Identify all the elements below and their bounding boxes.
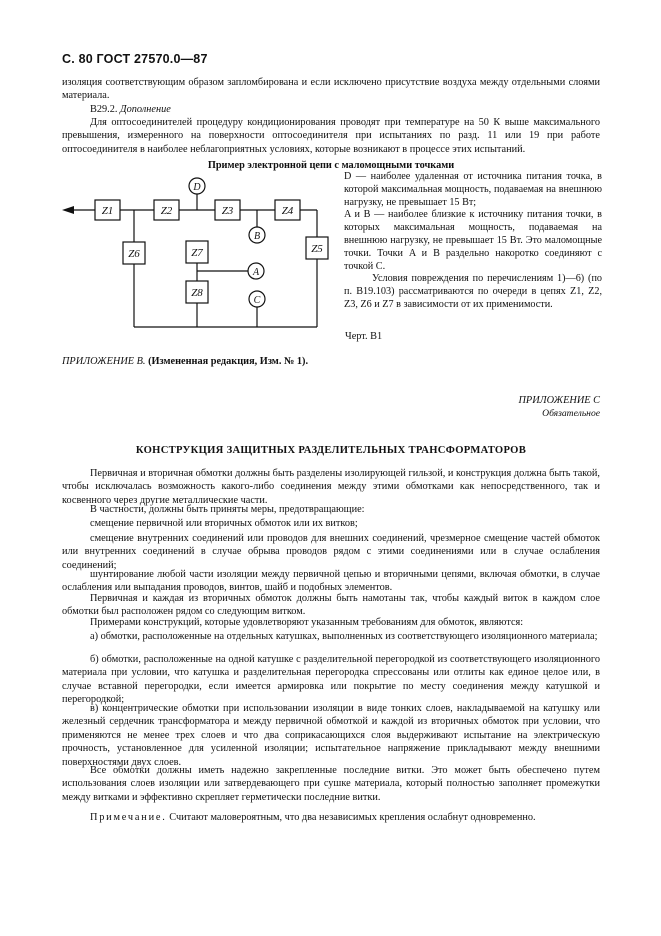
figure-legend <box>344 171 602 312</box>
appendix-b-reference <box>62 356 308 367</box>
note-text: Считают маловероятным, что два независимых крепления ослабнут одновременно. <box>169 812 536 823</box>
paragraph-4: смещение внутренних соединений или проводов для внешних соединений, чрезмерное смещение частей обмоток или внутренних соединений в случае обрыва проводов рядом с этими соединениями или в случае ослабления соединений; <box>62 533 600 571</box>
b29-2-heading <box>62 103 600 116</box>
paragraph-3: смещение первичной или вторичных обмоток или их витков; <box>90 518 358 529</box>
paragraph-8: а) обмотки, расположенные на отдельных катушках, выполненных из соответствующего изоляционного материала; <box>90 631 598 642</box>
legend-item-conditions: Условия повреждения по перечислениям 1)—6) (по п. В19.103) рассматриваются по очереди в цепях Z1, Z2, Z3, Z6 и Z7 в зависимости от их применимости. <box>344 273 602 310</box>
paragraph-9: б) обмотки, расположенные на одной катушке с разделительной перегородкой из соответствующего изоляционного материала при условии, что катушка и разделительная перегородка спрессованы или отлиты как единое целое или, в случае вставной перегородки, если имеется армировка или покрытие по месту соединения между катушкой и перегородкой; <box>62 654 600 706</box>
legend-item-d: D — наиболее удаленная от источника питания точка, в которой максимальная мощность, подаваемая на внешнюю нагрузку, не превышает 15 Вт; <box>344 171 602 208</box>
appendix-b-note: (Измененная редакция, Изм. № 1). <box>148 356 309 367</box>
appendix-c-header <box>518 394 600 420</box>
z1-label: Z1 <box>101 205 114 217</box>
note-paragraph <box>62 811 600 824</box>
figure-caption: Черт. В1 <box>345 331 383 342</box>
point-a-label: A <box>252 267 260 278</box>
arrow-head-icon <box>62 206 74 214</box>
circuit-diagram <box>62 170 337 340</box>
page-header: С. 80 ГОСТ 27570.0—87 <box>62 52 208 66</box>
z3-label: Z3 <box>221 205 234 217</box>
paragraph-10: в) концентрические обмотки при использовании изоляции в виде тонких слоев, накладываемой на катушку или железный сердечник трансформатора и между первичной обмоткой и каждой из вторичных обмоток при условии, что применяются не менее трех слоев и что два соприкасающихся слоя выдерживают испытание на электрическую прочность, установленное для усиленной изоляции; испытательное напряжение прикладывают между внешними поверхностями двух слоев. <box>62 703 600 768</box>
b29-2-number: В29.2. <box>90 104 118 115</box>
z7-label: Z7 <box>191 247 203 259</box>
legend-item-ab: A и B — наиболее близкие к источнику питания точки, в которых максимальная мощность, подаваемая на внешнюю нагрузку, не превышает 15 Вт. Это маломощные точки. Точки A и B раздельно накоротко соединяют с точкой C. <box>344 209 602 272</box>
z5-label: Z5 <box>311 243 323 255</box>
paragraph-6: Первичная и каждая из вторичных обмоток должны быть намотаны так, чтобы каждый виток в каждом слое обмотки был расположен рядом со следующим витком. <box>62 593 600 618</box>
z8-label: Z8 <box>191 287 203 299</box>
b29-2-text: Для оптосоединителей процедуру кондиционирования проводят при температуре на 50 К выше максимального превышения, измеренного на поверхности оптосоединителя при испытаниях по разд. 11 или 19 при работе оптосоединителя в наиболее неблагоприятных условиях, которые возникают в процессе этих испытаний. <box>62 117 600 155</box>
paragraph-11: Все обмотки должны иметь надежно закрепленные последние витки. Это может быть обеспечено путем использования слоев изоляции или затвердевающего при сушке материала, который полностью заполняет промежутки между витками и эффективно скрепляет герметически последние витки. <box>62 765 600 803</box>
point-b-label: B <box>253 231 261 242</box>
paragraph-5: шунтирование любой части изоляции между первичной цепью и вторичными цепями, включая обмотки, в случае ослабления или выпадания проводов, винтов, шайб и подобных элементов. <box>62 569 600 594</box>
paragraph-2: В частности, должны быть приняты меры, предотвращающие: <box>90 504 365 515</box>
b29-2-title: Дополнение <box>120 104 171 115</box>
appendix-c-status: Обязательное <box>542 408 600 419</box>
z2-label: Z2 <box>160 205 173 217</box>
point-c-label: C <box>253 295 261 306</box>
z4-label: Z4 <box>281 205 294 217</box>
point-d-label: D <box>193 182 201 193</box>
paragraph-1: Первичная и вторичная обмотки должны быть разделены изолирующей гильзой, и конструкция должна быть такой, чтобы исключалась возможность какого-либо соединения между этими обмотками как непосредственного, так и косвенного через другие металлические части. <box>62 468 600 506</box>
intro-paragraph: изоляция соответствующим образом запломбирована и если исключено присутствие воздуха между отдельными слоями материала. <box>62 77 600 102</box>
figure-title: Пример электронной цепи с маломощными точками <box>207 160 455 171</box>
appendix-c-title: ПРИЛОЖЕНИЕ С <box>518 395 600 406</box>
note-label: Примечание. <box>90 812 167 823</box>
appendix-b-label: ПРИЛОЖЕНИЕ В. <box>62 356 146 367</box>
z6-label: Z6 <box>128 248 140 260</box>
paragraph-7: Примерами конструкций, которые удовлетворяют указанным требованиям для обмоток, являются: <box>90 617 524 628</box>
section-title: КОНСТРУКЦИЯ ЗАЩИТНЫХ РАЗДЕЛИТЕЛЬНЫХ ТРАНСФОРМАТОРОВ <box>135 445 527 456</box>
